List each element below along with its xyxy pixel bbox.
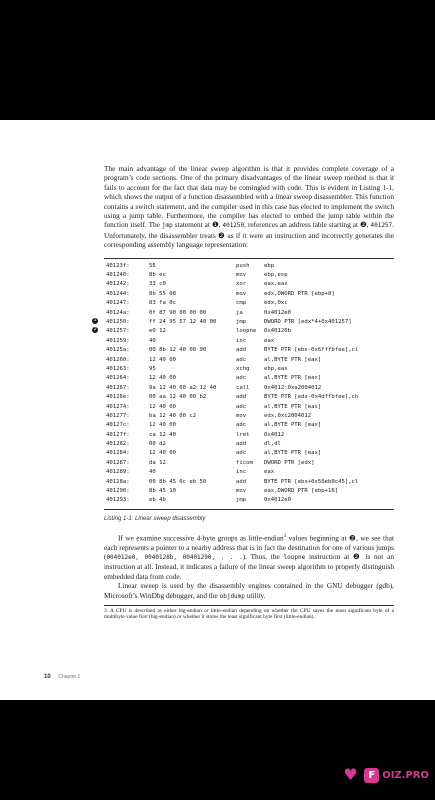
listing-row — [93, 318, 394, 327]
listing-operands: 0x4012:0xa2004012 — [264, 384, 322, 391]
listing-bytes: 8b ec — [149, 272, 166, 279]
intro-text: The main advantage of the linear sweep algorithm is that it provides complete coverage of a program’s code sections. One of the primary disadvantages of the linear sweep method is that it fails to account for the fact that data may be comingled with code. This is evident in Listing 1-1, which shows the output of a function disassembled with a linear sweep disassembler. This function contains a switch statement, and the compiler used in this case has elected to implement the switch using a jump table. Furthermore, the compiler has elected to embed the jump table within the function itself. The — [104, 164, 394, 230]
watermark-text: OIZ.PRO — [382, 769, 429, 781]
listing-mnemonic: jmp — [236, 319, 247, 325]
listing-row — [104, 374, 394, 383]
endian-text-4: instruction at ❷ is not an instruction at all. Instead, it indicates a failure of the linear sweep algorithm to properly distinguish embedded data from code. — [104, 552, 394, 581]
listing-bytes: 55 — [149, 262, 156, 269]
listing-address: 401282: — [106, 441, 130, 448]
endian-text: If we examine successive 4-byte groups as little-endian — [118, 533, 284, 543]
page-number: 10 — [44, 674, 51, 680]
listing-mnemonic: call — [236, 384, 250, 391]
listing-bytes: 12 40 00 — [149, 450, 176, 457]
intro-text-2: statement at ❶, — [172, 220, 223, 230]
code-addresses: 004012e0, 0040128b, 00401290, . . . — [106, 554, 243, 562]
listing-bytes: ca 12 40 — [149, 431, 176, 438]
listing-bytes: e0 12 — [149, 328, 166, 335]
listing-row — [104, 487, 394, 496]
listing-operands: BYTE PTR [ebx-0x6fffbfee],cl — [264, 347, 359, 354]
listing-mnemonic: adc — [236, 403, 247, 410]
listing-operands: al,BYTE PTR [eax] — [264, 375, 322, 382]
listing-row — [104, 262, 394, 271]
listing-address: 401259: — [106, 337, 130, 344]
listing-bytes: 40 — [149, 337, 156, 344]
listing-row — [104, 459, 394, 468]
listing-address: 401250: — [106, 319, 130, 325]
listing-operands: BYTE PTR [edx-0x4dffbfee],ch — [264, 394, 359, 401]
listing-address: 401242: — [106, 281, 130, 288]
code-listing — [93, 258, 394, 510]
listing-bytes: 83 fa 0c — [149, 300, 176, 307]
listing-mnemonic: ja — [236, 309, 243, 316]
listing-caption: Listing 1-1: Linear sweep disassembly — [104, 515, 206, 522]
listing-mnemonic: mov — [236, 488, 247, 495]
listing-operands: al,BYTE PTR [eax] — [264, 450, 322, 457]
book-page — [0, 120, 435, 700]
listing-row — [104, 393, 394, 402]
listing-row — [104, 365, 394, 374]
listing-mnemonic: add — [236, 347, 247, 354]
listing-mnemonic: mov — [236, 290, 247, 297]
listing-mnemonic: xor — [236, 281, 247, 288]
code-jmp: jmp — [161, 222, 173, 230]
code-address-401250: 401250 — [222, 222, 245, 230]
listing-operands: edx,0xc2004012 — [264, 412, 312, 419]
listing-address: 401247: — [106, 300, 130, 307]
listing-mnemonic: adc — [236, 422, 247, 429]
listing-bytes: 95 — [149, 365, 156, 372]
listing-operands: al,BYTE PTR [eax] — [264, 356, 322, 363]
usage-text: Linear sweep is used by the disassembly engines contained in the GNU debugger (gdb), Microsoft’s WinDbg debugger, and the — [104, 581, 394, 600]
listing-operands: eax — [264, 469, 275, 476]
listing-mnemonic: ficom — [236, 459, 253, 466]
listing-address: 401290: — [106, 488, 130, 495]
listing-address: 401263: — [106, 365, 130, 372]
heart-icon: ♥ — [343, 765, 358, 784]
listing-row — [104, 346, 394, 355]
listing-bytes: ff 24 95 57 12 40 00 — [149, 319, 217, 325]
listing-operands: dl,dl — [264, 441, 281, 448]
footnote-ref: 3 — [283, 533, 287, 539]
listing-mnemonic: add — [236, 478, 247, 485]
listing-operands: 0x4012e0 — [264, 497, 291, 504]
listing-address: 401274: — [106, 403, 130, 410]
listing-row — [104, 290, 394, 299]
listing-address: 40127f: — [106, 431, 130, 438]
listing-address: 40127c: — [106, 422, 130, 429]
listing-mnemonic: add — [236, 394, 247, 401]
paragraph-intro — [104, 164, 394, 250]
listing-address: 40125a: — [106, 347, 130, 354]
listing-operands: eax — [264, 337, 275, 344]
listing-address: 401264: — [106, 375, 130, 382]
code-address-401257: 401257 — [370, 222, 393, 230]
listing-operands: eax,eax — [264, 281, 288, 288]
listing-mnemonic: add — [236, 441, 247, 448]
listing-row — [104, 309, 394, 318]
listing-operands: al,BYTE PTR [eax] — [264, 403, 322, 410]
listing-row — [104, 356, 394, 365]
listing-mnemonic: lret — [236, 431, 250, 438]
listing-mnemonic: xchg — [236, 365, 250, 372]
listing-address: 401289: — [106, 469, 130, 476]
listing-mnemonic: mov — [236, 272, 247, 279]
listing-operands: eax,DWORD PTR [ebp+16] — [264, 488, 339, 495]
callout-marker: 1 — [93, 318, 97, 323]
listing-address: 401267: — [106, 384, 130, 391]
listing-mnemonic: adc — [236, 375, 247, 382]
listing-mnemonic: loopne — [236, 328, 257, 335]
listing-operands: DWORD PTR [edx*4+0x401257] — [264, 319, 352, 325]
listing-row — [104, 431, 394, 440]
listing-address: 401293: — [106, 497, 130, 504]
endian-text-3: ). Thus, the — [242, 552, 284, 562]
listing-address: 401287: — [106, 459, 130, 466]
listing-address: 401257: — [106, 328, 130, 335]
listing-bytes: 9a 12 40 00 a2 12 40 — [149, 384, 217, 391]
listing-mnemonic: adc — [236, 450, 247, 457]
listing-operands: edx,0xc — [264, 300, 288, 307]
intro-text-4: . Unfortunately, the disassembler treats ❷ as if it were an instruction and incorrectly generates the corresponding assembly language representation: — [104, 220, 394, 250]
listing-address: 40128a: — [106, 478, 130, 485]
listing-bytes: da 12 — [149, 459, 166, 466]
listing-row — [93, 327, 394, 336]
listing-bytes: 12 40 00 — [149, 356, 176, 363]
code-objdump: objdump — [219, 592, 245, 600]
listing-bytes: 33 c0 — [149, 281, 166, 288]
watermark-letter: F — [364, 768, 379, 783]
listing-bytes: 00 8b 45 0c eb 50 — [149, 478, 207, 485]
footnote — [104, 605, 394, 620]
listing-address: 40126e: — [106, 394, 130, 401]
listing-row — [104, 337, 394, 346]
listing-bytes: 00 aa 12 40 00 b2 — [149, 394, 207, 401]
watermark-logo — [343, 764, 429, 786]
listing-row — [104, 468, 394, 477]
listing-mnemonic: inc — [236, 469, 247, 476]
listing-address: 401244: — [106, 290, 130, 297]
page-folio — [44, 674, 80, 680]
listing-row — [104, 421, 394, 430]
listing-address: 401240: — [106, 272, 130, 279]
listing-bytes: 40 — [149, 469, 156, 476]
listing-operands: 0x4012e0 — [264, 309, 291, 316]
listing-operands: edx,DWORD PTR [ebp+8] — [264, 290, 335, 297]
listing-bytes: 8b 45 10 — [149, 488, 176, 495]
listing-mnemonic: inc — [236, 337, 247, 344]
listing-row — [104, 440, 394, 449]
listing-bytes: eb 4b — [149, 497, 166, 504]
listing-row — [104, 271, 394, 280]
paragraph-usage — [104, 581, 394, 601]
listing-operands: 0x40126b — [264, 328, 291, 335]
listing-row — [104, 280, 394, 289]
page-content — [93, 164, 394, 621]
listing-operands: ebp,esp — [264, 272, 288, 279]
listing-mnemonic: adc — [236, 356, 247, 363]
listing-operands: BYTE PTR [ebx+0x50eb0c45],cl — [264, 478, 359, 485]
listing-operands: al,BYTE PTR [eax] — [264, 422, 322, 429]
listing-row — [104, 449, 394, 458]
listing-row — [104, 299, 394, 308]
listing-row — [104, 403, 394, 412]
listing-bytes: 00 d2 — [149, 441, 166, 448]
listing-address: 401260: — [106, 356, 130, 363]
callout-marker: 2 — [93, 327, 97, 333]
chapter-label: Chapter 1 — [58, 674, 81, 680]
listing-bytes: 0f 87 90 00 00 00 — [149, 309, 207, 316]
endian-text-2: values beginning at ❷, we see that each represents a pointer to a nearby address that is in fact the destination for one of various jumps ( — [104, 533, 394, 562]
listing-operands: 0x4012 — [264, 431, 285, 438]
listing-bytes: 8b 55 08 — [149, 290, 176, 297]
paragraph-endian — [104, 532, 394, 581]
listing-address: 40123f: — [106, 262, 130, 269]
listing-mnemonic: jmp — [236, 497, 247, 504]
footnote-text: 3. A CPU is described as either big-endian or little-endian depending on whether the CPU saves the most significant byte of a multibyte value first (big-endian) or whether it stores the least significant byte first (little-endian). — [104, 608, 394, 621]
listing-row — [104, 496, 394, 505]
listing-bytes: ba 12 40 00 c2 — [149, 412, 197, 419]
code-loopne: loopne — [283, 554, 306, 562]
listing-address: 401277: — [106, 412, 130, 419]
listing-bytes: 00 8b 12 40 00 90 — [149, 347, 207, 354]
listing-operands: ebp — [264, 262, 275, 269]
usage-text-2: utility. — [244, 590, 266, 600]
listing-address: 401284: — [106, 450, 130, 457]
listing-row — [104, 478, 394, 487]
listing-bytes: 12 40 00 — [149, 403, 176, 410]
listing-operands: DWORD PTR [edx] — [264, 459, 315, 466]
listing-bytes: 12 40 00 — [149, 375, 176, 382]
listing-mnemonic: cmp — [236, 300, 247, 307]
listing-row — [104, 412, 394, 421]
listing-mnemonic: push — [236, 262, 250, 269]
listing-mnemonic: mov — [236, 412, 247, 419]
listing-address: 40124a: — [106, 309, 130, 316]
listing-row — [104, 384, 394, 393]
listing-operands: ebp,eax — [264, 365, 288, 372]
listing-bytes: 12 40 00 — [149, 422, 176, 429]
intro-text-3: , references an address table starting at ❷, — [244, 220, 371, 230]
